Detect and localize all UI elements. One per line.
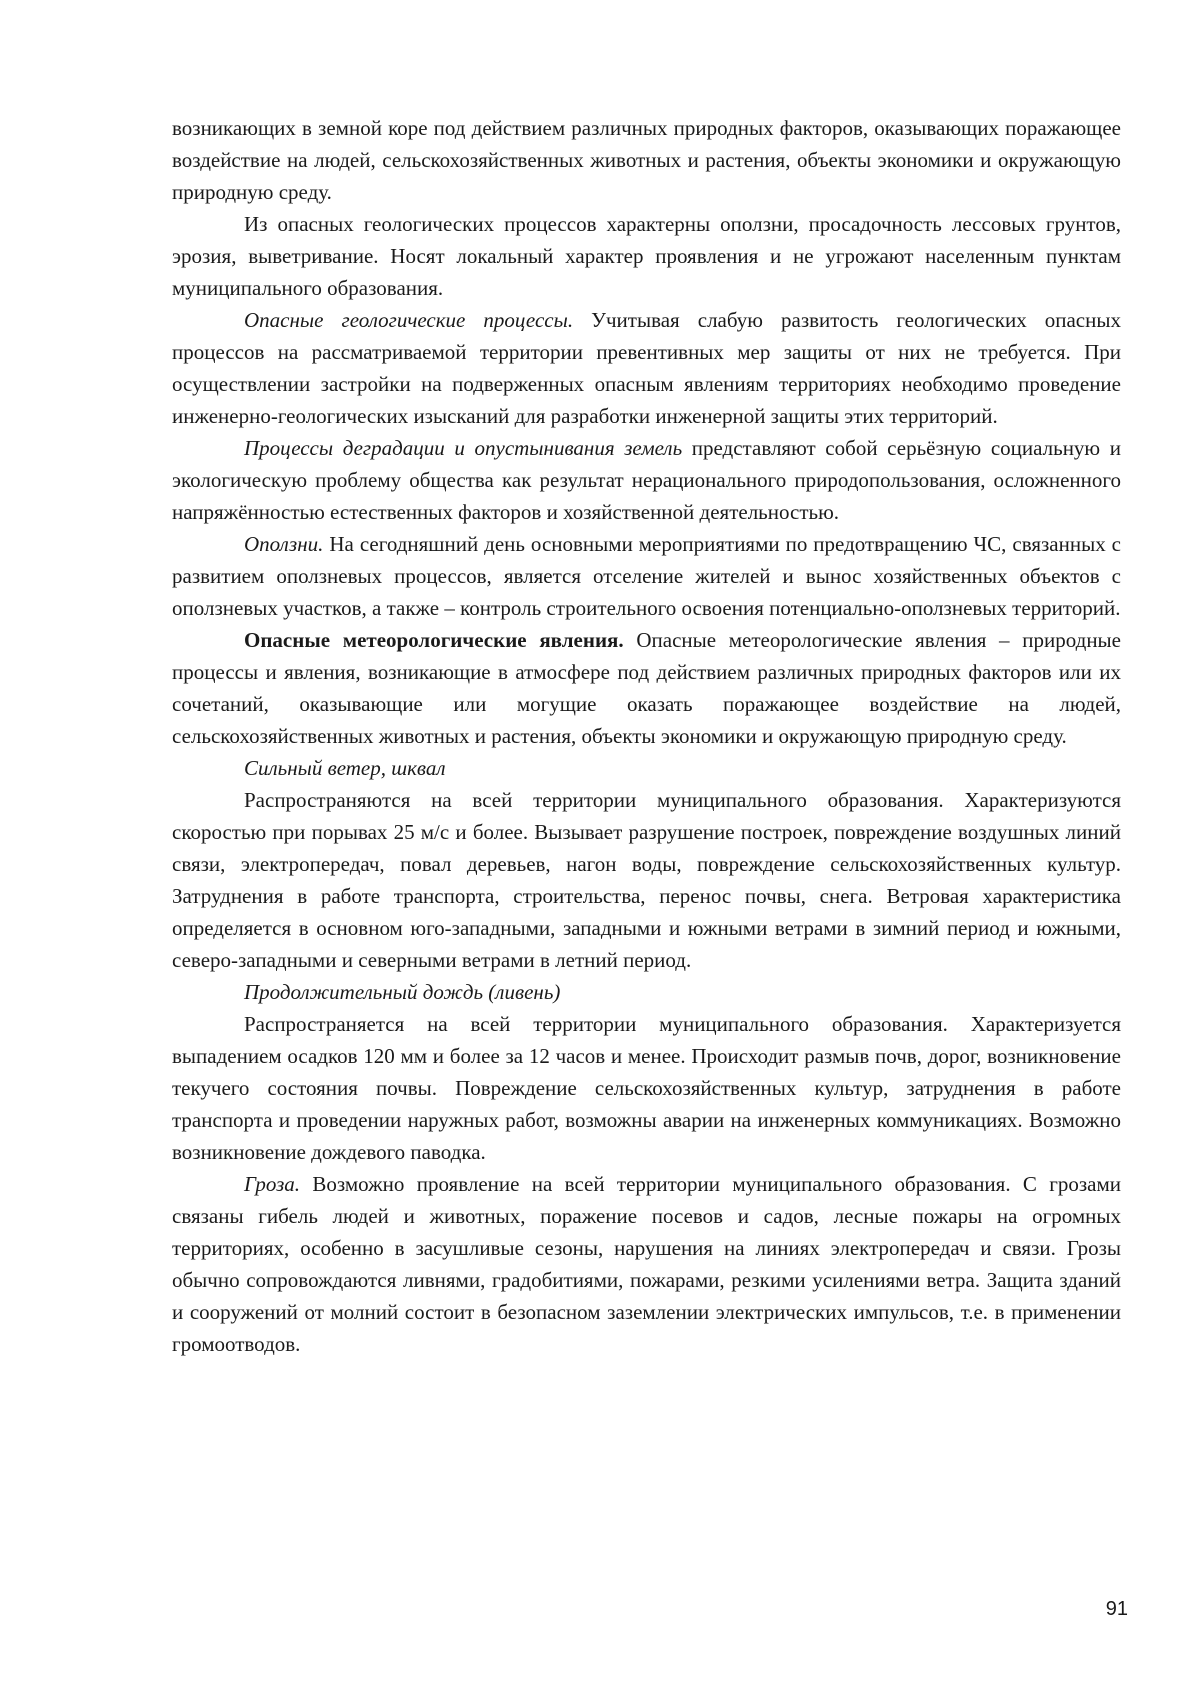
paragraph-body: Возможно проявление на всей территории муниципального образования. С грозами связаны гибель людей и животных, поражение посевов и садов, лесные пожары на огромных территориях, особенно в засушливые сезоны, нарушения на линиях электропередач и связи. Грозы обычно сопровождаются ливнями, градобитиями, пожарами, резкими усилениями ветра. Защита зданий и сооружений от молний состоит в безопасном заземлении электрических импульсов, т.е. в применении громоотводов. (172, 1172, 1121, 1356)
paragraph-continuation: возникающих в земной коре под действием различных природных факторов, оказывающих поражающее воздействие на людей, сельскохозяйственных животных и растения, объекты экономики и окружающую природную среду. (172, 116, 1121, 204)
paragraph-body: Опасные метеорологические явления – природные процессы и явления, возникающие в атмосфере под действием различных природных факторов или их сочетаний, оказывающие или могущие оказать поражающее воздействие на людей, сельскохозяйственных животных и растения, объекты экономики и окружающую природную среду. (172, 628, 1121, 748)
paragraph-prolonged-rain: Распространяется на всей территории муниципального образования. Характеризуется выпадением осадков 120 мм и более за 12 часов и менее. Происходит размыв почв, дорог, возникновение текучего состояния почвы. Повреждение сельскохозяйственных культур, затруднения в работе транспорта и проведении наружных работ, возможны аварии на инженерных коммуникациях. Возможно возникновение дождевого паводка. (172, 1012, 1121, 1164)
paragraph-lead-italic: Гроза. (244, 1172, 301, 1196)
paragraph-meteorological-phenomena (172, 624, 1121, 752)
paragraph-body: представляют собой серьёзную социальную и экологическую проблему общества как результат нерационального природопользования, осложненного напряжённостью естественных факторов и хозяйственной деятельностью. (172, 436, 1121, 524)
subheading-prolonged-rain: Продолжительный дождь (ливень) (244, 980, 561, 1004)
paragraph-lead-italic: Опасные геологические процессы. (244, 308, 574, 332)
page-number: 91 (1105, 1598, 1128, 1620)
paragraph-geological-processes: Из опасных геологических процессов характерны оползни, просадочность лессовых грунтов, эрозия, выветривание. Носят локальный характер проявления и не угрожают населенным пунктам муниципального образования. (172, 212, 1121, 300)
paragraph-body: Учитывая слабую развитость геологических опасных процессов на рассматриваемой территории превентивных мер защиты от них не требуется. При осуществлении застройки на подверженных опасным явлениям территориях необходимо проведение инженерно-геологических изысканий для разработки инженерной защиты этих территорий. (172, 308, 1121, 428)
paragraph-lead-italic: Процессы деградации и опустынивания земель (244, 436, 683, 460)
paragraph-body: На сегодняшний день основными мероприятиями по предотвращению ЧС, связанных с развитием оползневых процессов, является отселение жителей и вынос хозяйственных объектов с оползневых участков, а также – контроль строительного освоения потенциально-оползневых территорий. (172, 532, 1121, 620)
paragraph-land-degradation (172, 432, 1121, 528)
document-body (172, 112, 1121, 1360)
paragraph-landslides (172, 528, 1121, 624)
subheading-strong-wind: Сильный ветер, шквал (244, 756, 446, 780)
paragraph-dangerous-geological-processes (172, 304, 1121, 432)
paragraph-thunderstorm (172, 1168, 1121, 1360)
paragraph-lead-bold: Опасные метеорологические явления. (244, 628, 624, 652)
paragraph-strong-wind: Распространяются на всей территории муниципального образования. Характеризуются скоростью при порывах 25 м/с и более. Вызывает разрушение построек, повреждение воздушных линий связи, электропередач, повал деревьев, нагон воды, повреждение сельскохозяйственных культур. Затруднения в работе транспорта, строительства, перенос почвы, снега. Ветровая характеристика определяется в основном юго-западными, западными и южными ветрами в зимний период и южными, северо-западными и северными ветрами в летний период. (172, 788, 1121, 972)
paragraph-lead-italic: Оползни. (244, 532, 324, 556)
